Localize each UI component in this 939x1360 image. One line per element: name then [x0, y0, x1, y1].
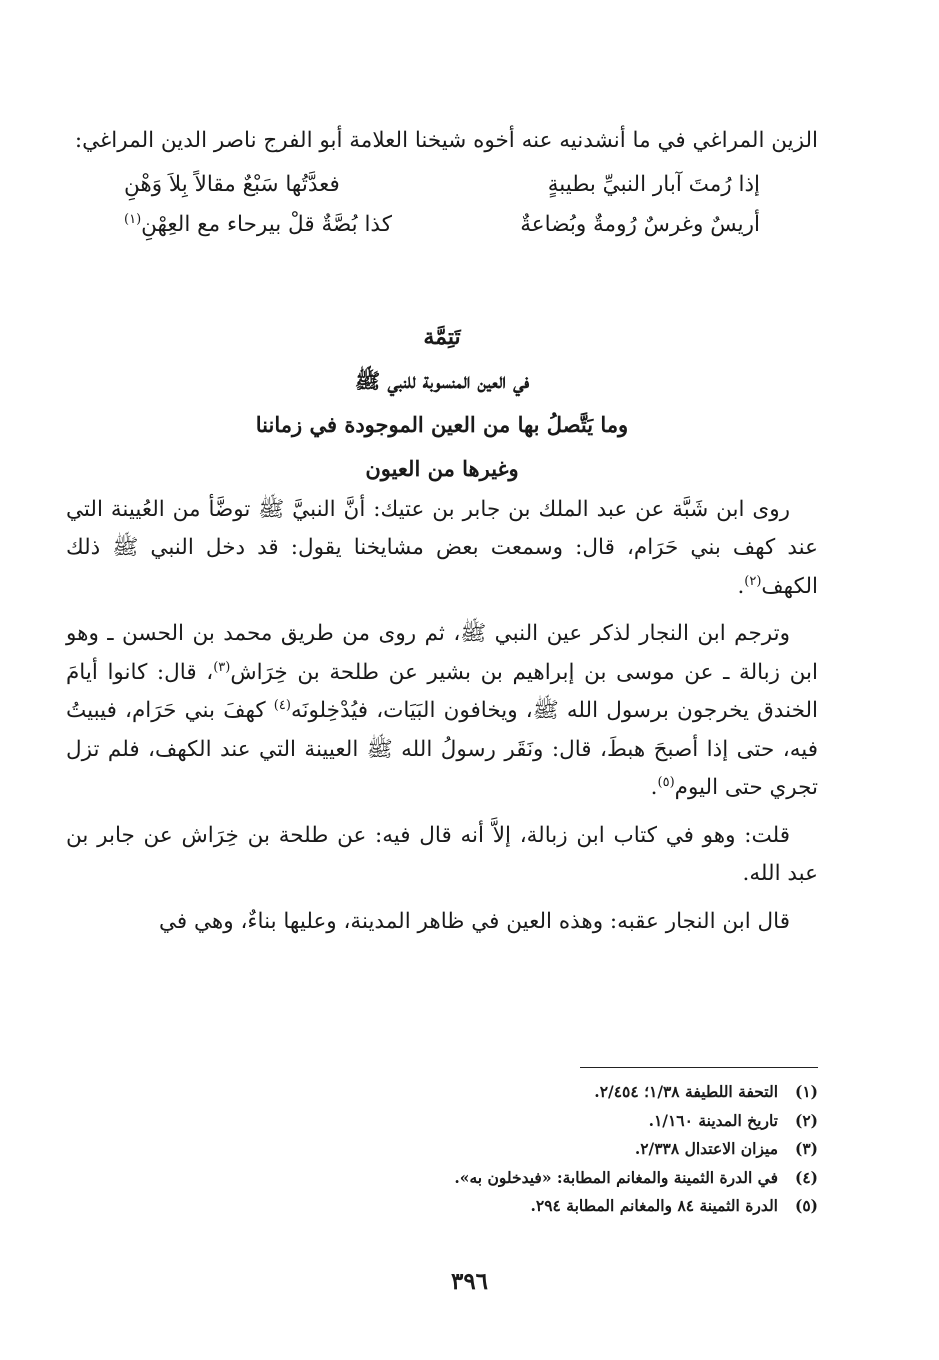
section-heading-title: تَتِمَّة: [423, 323, 461, 350]
footnote-number: (٥): [794, 1196, 818, 1215]
verse-text: كذا بُصَّةٌ قلْ بيرحاء مع العِهْنِ: [141, 211, 392, 237]
poem: [124, 165, 760, 245]
footnote-ref: (٢): [744, 573, 762, 589]
paragraph-end: .: [737, 573, 745, 599]
footnote-number: (٣): [794, 1139, 818, 1158]
footnote-ref: (٤): [273, 697, 291, 713]
poem-verse: [124, 205, 760, 245]
footnote: [120, 1135, 818, 1164]
footnote-text: تاريخ المدينة ١/١٦٠.: [648, 1110, 778, 1130]
footnote-text: في الدرة الثمينة والمغانم المطابة: «فيدخلون به».: [454, 1167, 778, 1187]
verse-second-hemistich: [124, 205, 392, 245]
body-paragraph: [66, 491, 818, 607]
page-body: [66, 122, 818, 941]
footnote-number: (٤): [794, 1167, 818, 1187]
paragraph-text: روى ابن شَبَّة عن عبد الملك بن جابر بن عتيك: أنَّ النبيَّ ﷺ توضَّأ من العُيينة التي عند كهف بني حَرَام، قال: وسمعت بعض مشايخنا يقول: قد دخل النبي ﷺ ذلك الكهف: [66, 496, 818, 599]
paragraph-text: كهفَ بني حَرَام، فيبيتُ فيه، حتى إذا أصبحَ هبطَ، قال: ونَقَر رسولُ الله ﷺ العيينة التي عند الكهف، فلم تزل تجري حتى اليوم: [66, 698, 818, 800]
body-paragraph: قال ابن النجار عقبه: وهذه العين في ظاهر المدينة، وعليها بناءٌ، وهي في: [158, 908, 790, 934]
verse-second-hemistich: فعدَّتُها سَبْعٌ مقالاً بِلاَ وَهْنِ: [124, 171, 340, 197]
footnote: [120, 1078, 818, 1107]
footnote-text: ميزان الاعتدال ٢/٣٣٨.: [634, 1139, 778, 1158]
verse-first-hemistich: إذا رُمتَ آبار النبيِّ بطيبةٍ: [547, 171, 760, 197]
footnotes: [120, 1078, 818, 1221]
paragraph-text: ، قال: كانوا أيامَ الخندق يخرجون برسول الله ﷺ، ويخافون البَيَات، فيُدْخِلونَه: [66, 659, 818, 723]
body-paragraph: قلت: وهو في كتاب ابن زبالة، إلاَّ أنه قال فيه: عن طلحة بن خِرَاش عن جابر بن عبد الله.: [66, 822, 818, 886]
section-heading-line: وغيرها من العيون: [365, 455, 519, 481]
verse-first-hemistich: أريسٌ وغرسٌ رُومةٌ وبُضاعةٌ: [520, 211, 760, 237]
footnote-ref: (٥): [657, 774, 675, 790]
footnote: [120, 1192, 818, 1221]
section-heading-line: وما يَتَّصلُ بها من العين الموجودة في زماننا: [255, 411, 629, 437]
footnote: [120, 1107, 818, 1136]
intro-paragraph: الزين المراغي في ما أنشدنيه عنه أخوه شيخنا العلامة أبو الفرج ناصر الدين المراغي:: [74, 128, 818, 153]
footnote-text: الدرة الثمينة ٨٤ والمغانم المطابة ٢٩٤.: [530, 1196, 778, 1215]
section-heading-line: في العين المنسوبة للنبي ﷺ: [354, 367, 530, 393]
paragraph-text: وترجم ابن النجار لذكر عين النبي ﷺ، ثم روى من طريق محمد بن الحسن ـ وهو ابن زبالة ـ عن موسى بن إبراهيم بن بشير عن طلحة بن خِرَاش: [66, 621, 818, 685]
poem-verse: [124, 165, 760, 205]
footnote-ref: (١): [124, 211, 142, 227]
footnote-ref: (٣): [213, 659, 231, 675]
footnote-number: (٢): [794, 1110, 818, 1130]
footnote-text: التحفة اللطيفة ١/٣٨؛ ٢/٤٥٤.: [594, 1082, 778, 1101]
paragraph-end: .: [650, 775, 658, 800]
page-number: ٣٩٦: [450, 1268, 489, 1295]
footnote: [120, 1164, 818, 1193]
footnote-number: (١): [794, 1082, 818, 1101]
body-paragraph: [66, 615, 818, 808]
footnote-separator: [580, 1067, 818, 1068]
